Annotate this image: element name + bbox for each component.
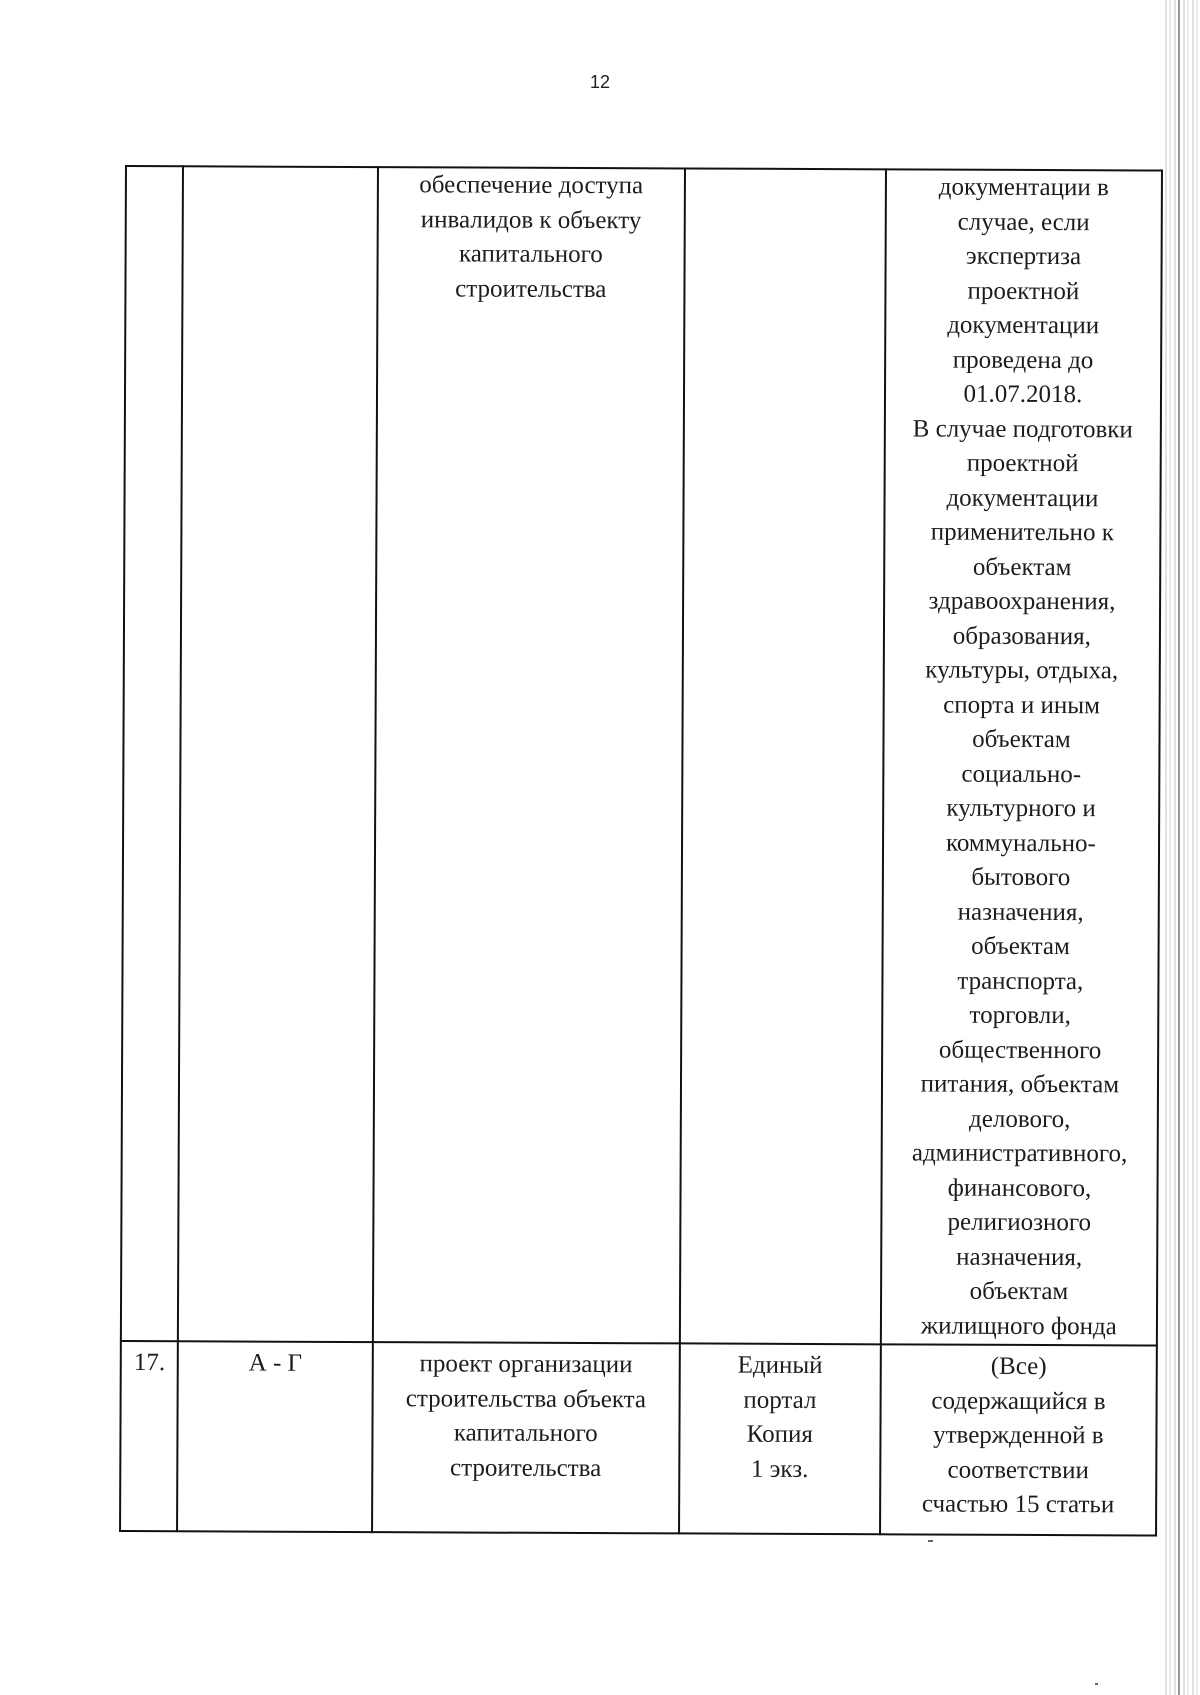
cell-text-line: 01.07.2018. xyxy=(963,380,1083,409)
cell-text-line: питания, объектам xyxy=(920,1070,1120,1099)
scan-edge-artifact xyxy=(1162,0,1200,1695)
table-row xyxy=(120,1341,1157,1536)
cell-text-line: (Все) xyxy=(990,1352,1047,1381)
cell-text-line: документации xyxy=(946,484,1099,512)
cell-text-line: проектной xyxy=(967,277,1080,305)
cell-number xyxy=(121,166,184,1341)
cell-text-line: культуры, отдыха, xyxy=(925,656,1119,685)
cell-text-line: здравоохранения, xyxy=(928,587,1116,616)
cell-form xyxy=(679,1343,881,1534)
cell-group: А - Г xyxy=(177,1341,372,1532)
cell-document xyxy=(372,1342,680,1533)
cell-text-line: документации в xyxy=(938,173,1109,202)
cell-text-line: административного, xyxy=(911,1139,1128,1168)
cell-text-line: коммунально- xyxy=(945,829,1096,857)
cell-text-line: финансового, xyxy=(947,1174,1092,1202)
cell-text-line: инвалидов к объекту xyxy=(420,205,642,234)
cell-text-line: образования, xyxy=(952,622,1091,650)
cell-text-line: делового, xyxy=(969,1105,1071,1133)
cell-text-line: применительно к xyxy=(930,518,1114,547)
cell-text-line: назначения, xyxy=(957,898,1084,926)
cell-text-line: В случае подготовки xyxy=(912,414,1133,443)
cell-text-line: 1 экз. xyxy=(750,1455,809,1483)
cell-note xyxy=(880,1344,1157,1535)
cell-text-line: проектной xyxy=(966,449,1079,478)
cell-text-line: строительства объекта xyxy=(405,1384,647,1413)
cell-text-line: капитального xyxy=(453,1419,598,1448)
scan-speck xyxy=(1095,1683,1098,1685)
cell-text-line: экспертиза xyxy=(965,242,1082,271)
cell-text-line: утвержденной в xyxy=(933,1421,1104,1450)
cell-text-line: проведена до xyxy=(952,346,1094,374)
cell-text-line: строительства xyxy=(455,274,607,303)
cell-text-line: культурного и xyxy=(946,794,1096,823)
cell-text-line: назначения, xyxy=(956,1243,1083,1271)
document-table xyxy=(119,165,1163,1537)
cell-form xyxy=(680,168,886,1344)
cell-text-line: социально- xyxy=(961,760,1082,788)
cell-text-line: документации xyxy=(947,311,1100,340)
cell-text-line: транспорта, xyxy=(957,967,1084,995)
table-row xyxy=(121,166,1162,1346)
scan-speck xyxy=(928,1540,933,1542)
cell-text-line: жилищного фонда xyxy=(920,1311,1117,1340)
cell-text-line: счастью 15 статьи xyxy=(921,1490,1115,1519)
cell-group xyxy=(178,166,378,1342)
cell-document xyxy=(373,167,685,1343)
cell-text-line: общественного xyxy=(938,1036,1102,1064)
cell-text-line: проект организации xyxy=(419,1350,633,1379)
cell-text-line: объектам xyxy=(969,1277,1069,1306)
cell-text-line: бытового xyxy=(971,863,1071,892)
cell-text-line: Копия xyxy=(746,1420,813,1449)
scan-edge-line xyxy=(1178,0,1180,1695)
cell-text-line: объектам xyxy=(972,553,1072,581)
cell-note xyxy=(881,169,1162,1345)
cell-text-line: объектам xyxy=(972,725,1071,754)
cell-text-line: обеспечение доступа xyxy=(419,171,644,200)
cell-text-line: объектам xyxy=(971,932,1070,961)
cell-text-line: религиозного xyxy=(947,1208,1092,1237)
cell-number: 17. xyxy=(120,1341,178,1531)
cell-text-line: случае, если xyxy=(957,208,1090,236)
page-number: 12 xyxy=(589,72,611,92)
cell-text-line: соответствии xyxy=(947,1456,1089,1484)
cell-text-line: содержащийся в xyxy=(931,1387,1106,1415)
cell-text-line: спорта и иным xyxy=(943,691,1100,719)
cell-text-line: торговли, xyxy=(969,1001,1071,1030)
cell-text-line: Единый xyxy=(737,1351,823,1380)
cell-text-line: строительства xyxy=(449,1453,602,1482)
cell-text-line: портал xyxy=(743,1386,817,1414)
cell-text-line: капитального xyxy=(458,240,603,269)
